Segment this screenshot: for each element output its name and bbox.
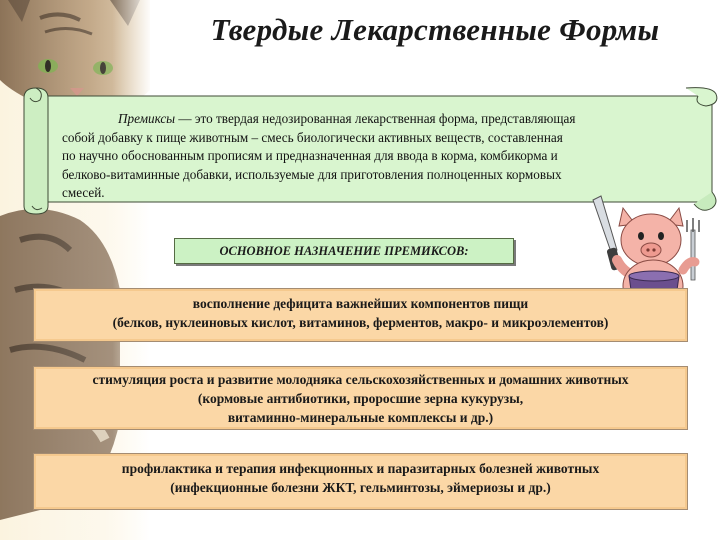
purpose-card-growth xyxy=(33,366,688,430)
definition-line-3: по научно обоснованным прописям и предназначенная для ввода в корма, комбикорма и xyxy=(62,148,558,163)
purpose-card-prevention xyxy=(33,453,688,510)
purpose-card-line: восполнение дефицита важнейших компонентов пищи xyxy=(192,296,529,311)
purpose-card-deficit xyxy=(33,288,688,342)
definition-line-5: смесей. xyxy=(62,185,105,200)
purpose-card-line: (кормовые антибиотики, проросшие зерна кукурузы, xyxy=(197,391,524,406)
definition-term: Премиксы xyxy=(118,111,176,126)
purpose-card-line: (белков, нуклеиновых кислот, витаминов, ферментов, макро- и микроэлементов) xyxy=(112,315,609,330)
definition-line-4: белково-витаминные добавки, используемые для приготовления полноценных кормовых xyxy=(62,166,562,182)
slide-title: Твердые Лекарственные Формы xyxy=(210,12,660,47)
purpose-heading: ОСНОВНОЕ НАЗНАЧЕНИЕ ПРЕМИКСОВ: xyxy=(174,238,514,264)
purpose-card-line: профилактика и терапия инфекционных и паразитарных болезней животных xyxy=(121,461,600,476)
definition-line-2: собой добавку к пище животным – смесь биологически активных веществ, составленная xyxy=(62,129,563,145)
definition-line-1: — это твердая недозированная лекарственная форма, представляющая xyxy=(175,111,576,126)
purpose-card-line: стимуляция роста и развитие молодняка сельскохозяйственных и домашних животных xyxy=(92,372,629,387)
purpose-card-line: (инфекционные болезни ЖКТ, гельминтозы, эймериозы и др.) xyxy=(170,480,551,495)
definition-text xyxy=(62,110,720,203)
purpose-card-line: витаминно-минеральные комплексы и др.) xyxy=(227,410,494,425)
